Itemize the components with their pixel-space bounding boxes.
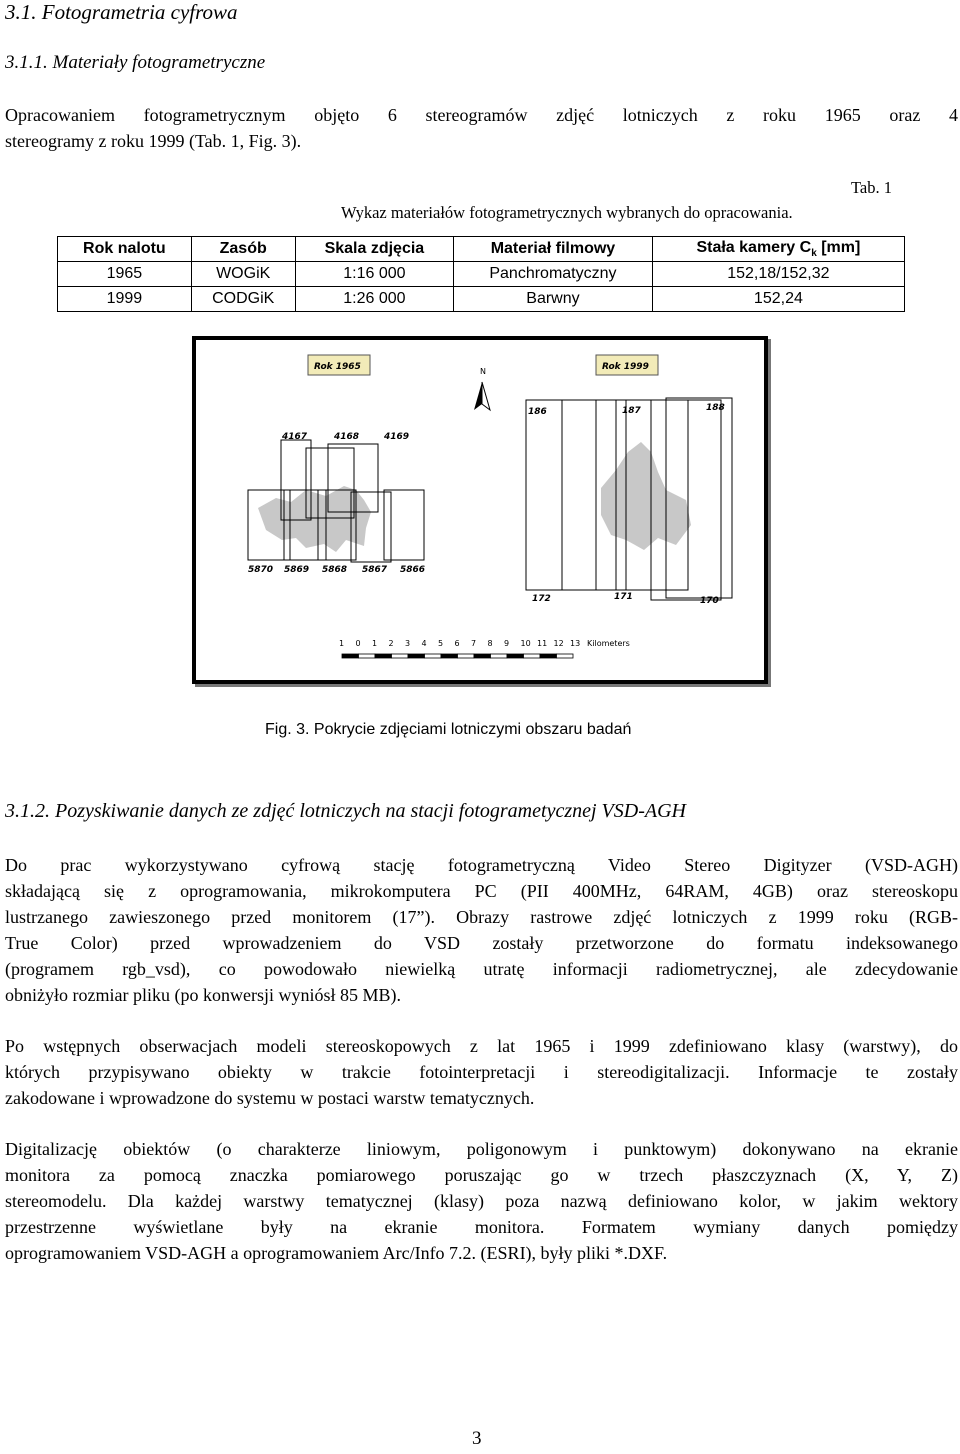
north-arrow-icon — [482, 382, 490, 410]
scale-tick-label: 1 — [339, 639, 345, 648]
scale-tick-label: 7 — [471, 639, 477, 648]
label-1999: Rok 1999 — [602, 362, 649, 372]
table-caption: Wykaz materiałów fotogrametrycznych wybranych do opracowania. — [341, 203, 793, 222]
scale-segment — [408, 654, 425, 658]
text-line: lustrzanego zawieszonego przed monitorem (17”). Obrazy rastrowe zdjęć lotniczych z 1999 roku (RGB- — [5, 907, 958, 927]
scale-tick-label: 2 — [388, 639, 394, 648]
figure-caption: Fig. 3. Pokrycie zdjęciami lotniczymi obszaru badań — [265, 721, 632, 738]
scale-segment — [491, 654, 508, 658]
paragraph-3 — [5, 1136, 958, 1266]
table-row — [58, 262, 905, 287]
scale-bar — [339, 639, 630, 658]
table-header: Materiał filmowy — [454, 237, 653, 262]
coverage-map — [196, 340, 764, 680]
scale-tick-label: 4 — [421, 639, 427, 648]
photo-number: 187 — [622, 406, 641, 416]
text-line: których przypisywano obiekty w trakcie fotointerpretacji i stereodigitalizacji. Informacje te zostały — [5, 1062, 958, 1082]
table-cell: WOGiK — [191, 262, 295, 287]
photo-frame — [526, 400, 596, 590]
scale-tick-label: 1 — [372, 639, 378, 648]
photo-number: 170 — [700, 596, 719, 606]
table-cell: Barwny — [454, 287, 653, 312]
paragraph-1 — [5, 852, 958, 1008]
table-label: Tab. 1 — [851, 178, 893, 197]
header-text: Stała kamery C — [696, 238, 812, 256]
coverage-map-figure — [192, 336, 768, 684]
text-line: (programem rgb_vsd), co powodowało niewielką utratę informacji radiometrycznej, ale zdecydowanie — [5, 959, 958, 979]
scale-segment — [557, 654, 574, 658]
north-arrow-icon — [474, 382, 482, 410]
label-1965: Rok 1965 — [314, 362, 361, 372]
photo-number: 186 — [528, 407, 547, 417]
scale-tick-label: 0 — [355, 639, 361, 648]
intro-paragraph — [5, 102, 958, 154]
subsection-heading: 3.1.2. Pozyskiwanie danych ze zdjęć lotniczych na stacji fotogrametycznej VSD-AGH — [5, 800, 686, 822]
scale-tick-label: 13 — [570, 639, 581, 648]
scale-segment — [375, 654, 392, 658]
table-header: Skala zdjęcia — [295, 237, 453, 262]
materials-table — [57, 236, 905, 312]
text-line: Digitalizację obiektów (o charakterze liniowym, poligonowym i punktowym) dokonywano na ekranie — [5, 1139, 958, 1159]
text-line: składającą się z oprogramowania, mikrokomputera PC (PII 400MHz, 64RAM, 4GB) oraz stereoskopu — [5, 881, 958, 901]
photo-number: 5868 — [322, 565, 348, 575]
photo-frame — [384, 490, 424, 560]
photo-number: 172 — [532, 594, 551, 604]
intro-line: stereogramy z roku 1999 (Tab. 1, Fig. 3). — [5, 131, 302, 151]
scale-segment — [507, 654, 524, 658]
page-number: 3 — [472, 1428, 482, 1449]
photo-number: 5869 — [284, 565, 310, 575]
scale-tick-label: 10 — [520, 639, 531, 648]
photo-number: 4167 — [282, 432, 308, 442]
text-line: Do prac wykorzystywano cyfrową stację fotogrametryczną Video Stereo Digityzer (VSD-AGH) — [5, 855, 958, 875]
table-cell: 152,24 — [652, 287, 904, 312]
scale-segment — [425, 654, 442, 658]
table-header: Rok nalotu — [58, 237, 192, 262]
table-cell: 1999 — [58, 287, 192, 312]
scale-segment — [392, 654, 409, 658]
photo-number: 188 — [706, 403, 725, 413]
scale-segment — [524, 654, 541, 658]
scale-tick-label: 12 — [553, 639, 564, 648]
scale-tick-label: 6 — [454, 639, 460, 648]
paragraph-2 — [5, 1033, 958, 1111]
scale-segment — [458, 654, 475, 658]
text-line: stereomodelu. Dla każdej warstwy tematycznej (klasy) poza nazwą definiowano kolor, w jakim wektory — [5, 1191, 958, 1211]
scale-segment — [342, 654, 359, 658]
text-line: oprogramowaniem VSD-AGH a oprogramowaniem Arc/Info 7.2. (ESRI), były pliki *.DXF. — [5, 1243, 668, 1263]
table-header — [652, 237, 904, 262]
text-line: obniżyło rozmiar pliku (po konwersji wyniósł 85 MB). — [5, 985, 401, 1005]
scale-segment — [441, 654, 458, 658]
photo-number: 4169 — [384, 432, 410, 442]
scale-segment — [540, 654, 557, 658]
header-unit: [mm] — [821, 238, 861, 256]
section-heading: 3.1. Fotogrametria cyfrowa — [5, 0, 238, 24]
photo-number: 5866 — [400, 565, 426, 575]
table-header-row — [58, 237, 905, 262]
photo-number: 5870 — [248, 565, 274, 575]
scale-tick-label: 11 — [537, 639, 548, 648]
table-cell: 152,18/152,32 — [652, 262, 904, 287]
north-label: N — [480, 367, 486, 376]
text-line: zakodowane i wprowadzone do systemu w postaci warstw tematycznych. — [5, 1088, 535, 1108]
header-subscript: k — [811, 248, 817, 260]
area-1999 — [601, 442, 691, 550]
photo-number: 171 — [614, 592, 633, 602]
photo-number: 5867 — [362, 565, 388, 575]
text-line: przestrzenne wyświetlane były na ekranie monitora. Formatem wymiany danych pomiędzy — [5, 1217, 958, 1237]
intro-line: Opracowaniem fotogrametrycznym objęto 6 stereogramów zdjęć lotniczych z roku 1965 oraz 4 — [5, 105, 958, 125]
text-line: Po wstępnych obserwacjach modeli stereoskopowych z lat 1965 i 1999 zdefiniowano klasy (warstwy), do — [5, 1036, 958, 1056]
table-cell: 1965 — [58, 262, 192, 287]
scale-unit: Kilometers — [587, 639, 630, 648]
scale-tick-label: 8 — [487, 639, 493, 648]
table-cell: Panchromatyczny — [454, 262, 653, 287]
table-cell: CODGiK — [191, 287, 295, 312]
text-line: True Color) przed wprowadzeniem do VSD zostały przetworzone do formatu indeksowanego — [5, 933, 958, 953]
text-line: monitora za pomocą znaczka pomiarowego poruszając go w trzech płaszczyznach (X, Y, Z) — [5, 1165, 958, 1185]
scale-segment — [359, 654, 376, 658]
scale-tick-label: 3 — [405, 639, 411, 648]
table-cell: 1:16 000 — [295, 262, 453, 287]
photo-number: 4168 — [334, 432, 360, 442]
scale-segment — [474, 654, 491, 658]
subsection-heading: 3.1.1. Materiały fotogrametryczne — [5, 52, 266, 73]
table-cell: 1:26 000 — [295, 287, 453, 312]
table-header: Zasób — [191, 237, 295, 262]
scale-tick-label: 5 — [438, 639, 444, 648]
scale-tick-label: 9 — [504, 639, 510, 648]
table-row — [58, 287, 905, 312]
